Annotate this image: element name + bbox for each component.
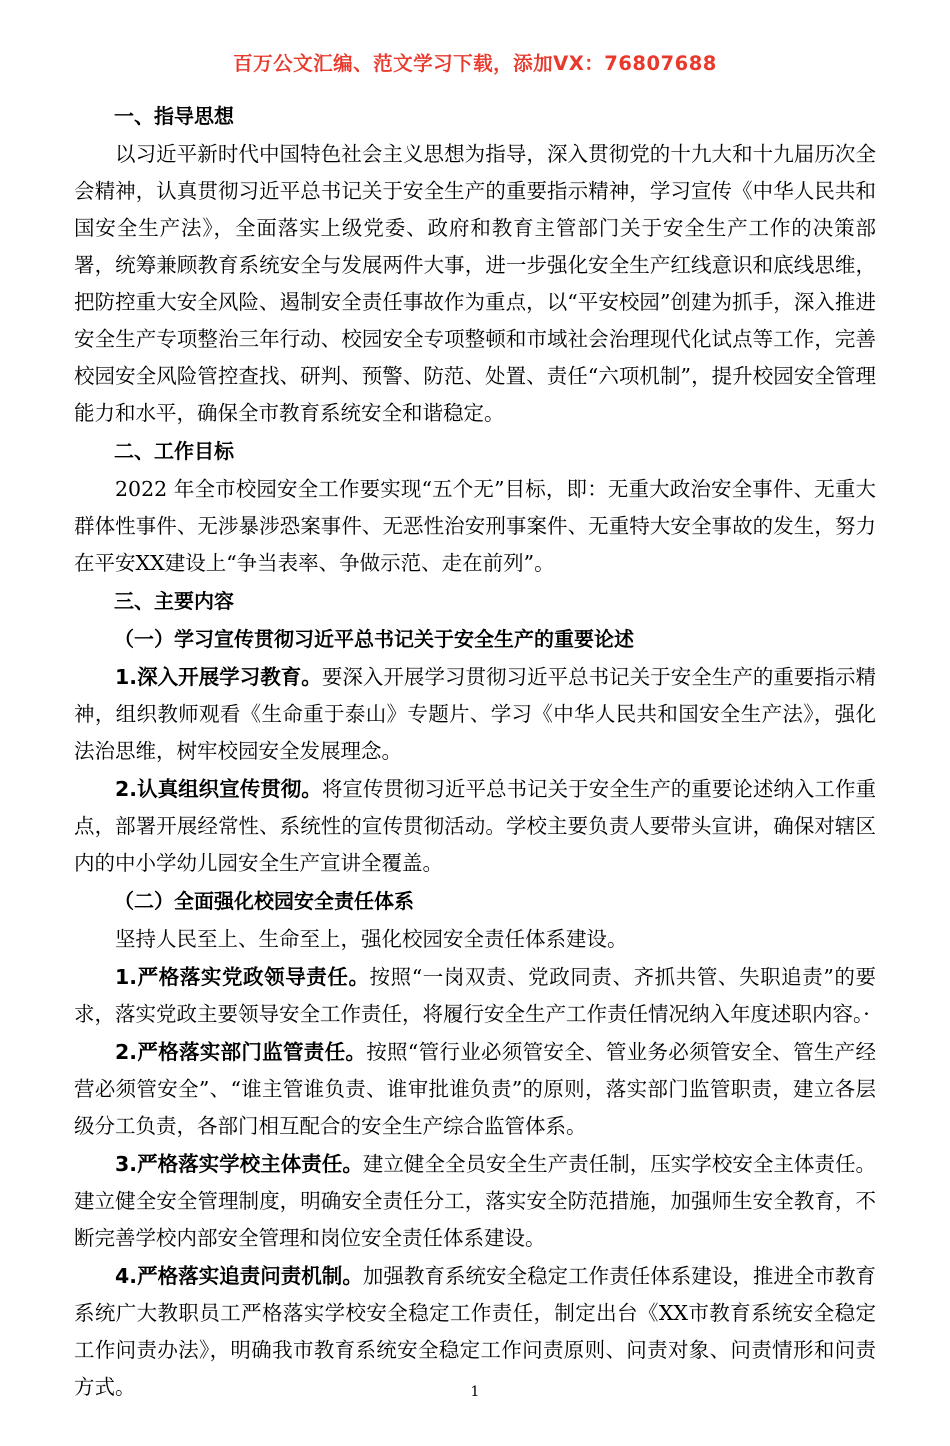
page-number: 1	[470, 1384, 480, 1400]
paragraph	[74, 959, 876, 1033]
paragraph-text: 建立健全全员安全生产责任制，压实学校安全主体责任。建立健全安全管理制度，明确安全责任分工，落实安全防范措施，加强师生安全教育，不断完善学校内部安全管理和岗位安全责任体系建设。	[74, 1152, 876, 1250]
paragraph-lead: 2.严格落实部门监管责任。	[115, 1040, 367, 1064]
paragraph	[74, 1034, 876, 1145]
subsection-heading: （二）全面强化校园安全责任体系	[114, 889, 414, 913]
paragraph-text: 加强教育系统安全稳定工作责任体系建设，推进全市教育系统广大教职员工严格落实学校安全稳定工作责任，制定出台《XX市教育系统安全稳定工作问责办法》，明确我市教育系统安全稳定工作问责原则、问责对象、问责情形和问责方式。	[74, 1264, 876, 1399]
paragraph-lead: 1.严格落实党政领导责任。	[115, 965, 370, 989]
document-body	[74, 98, 876, 1406]
subsection-heading: （一）学习宣传贯彻习近平总书记关于安全生产的重要论述	[114, 627, 634, 651]
paragraph-text: 按照“管行业必须管安全、管业务必须管安全、管生产经营必须管安全”、“谁主管谁负责、谁审批谁负责”的原则，落实部门监管职责，建立各层级分工负责，各部门相互配合的安全生产综合监管体系。	[74, 1040, 876, 1138]
paragraph: 以习近平新时代中国特色社会主义思想为指导，深入贯彻党的十九大和十九届历次全会精神，认真贯彻习近平总书记关于安全生产的重要指示精神，学习宣传《中华人民共和国安全生产法》，全面落实上级党委、政府和教育主管部门关于安全生产工作的决策部署，统筹兼顾教育系统安全与发展两件大事，进一步强化安全生产红线意识和底线思维，把防控重大安全风险、遏制安全责任事故作为重点，以“平安校园”创建为抓手，深入推进安全生产专项整治三年行动、校园安全专项整顿和市域社会治理现代化试点等工作，完善校园安全风险管控查找、研判、预警、防范、处置、责任“六项机制”，提升校园安全管理能力和水平，确保全市教育系统安全和谐稳定。	[74, 142, 876, 425]
section-heading: 一、指导思想	[114, 104, 234, 128]
paragraph-lead: 1.深入开展学习教育。	[115, 665, 322, 689]
watermark-banner: 百万公文汇编、范文学习下载，添加VX：76807688	[233, 52, 717, 75]
section-heading: 二、工作目标	[114, 439, 234, 463]
paragraph-text: 要深入开展学习贯彻习近平总书记关于安全生产的重要指示精神，组织教师观看《生命重于泰山》专题片、学习《中华人民共和国安全生产法》，强化法治思维，树牢校园安全发展理念。	[74, 665, 876, 763]
paragraph	[74, 659, 876, 770]
paragraph: 坚持人民至上、生命至上，强化校园安全责任体系建设。	[115, 927, 628, 951]
paragraph	[74, 771, 876, 882]
paragraph	[74, 1146, 876, 1257]
section-heading: 三、主要内容	[114, 589, 234, 613]
paragraph-text: 将宣传贯彻习近平总书记关于安全生产的重要论述纳入工作重点，部署开展经常性、系统性的宣传贯彻活动。学校主要负责人要带头宣讲，确保对辖区内的中小学幼儿园安全生产宣讲全覆盖。	[74, 777, 876, 875]
paragraph-lead: 2.认真组织宣传贯彻。	[115, 777, 322, 801]
paragraph-text: 按照“一岗双责、党政同责、齐抓共管、失职追责”的要求，落实党政主要领导安全工作责任，将履行安全生产工作责任情况纳入年度述职内容。·	[74, 965, 876, 1026]
paragraph-lead: 4.严格落实追责问责机制。	[115, 1264, 363, 1288]
paragraph-lead: 3.严格落实学校主体责任。	[115, 1152, 363, 1176]
paragraph: 2022 年全市校园安全工作要实现“五个无”目标，即：无重大政治安全事件、无重大群体性事件、无涉暴涉恐案事件、无恶性治安刑事案件、无重特大安全事故的发生，努力在平安XX建设上“争当表率、争做示范、走在前列”。	[74, 477, 876, 575]
